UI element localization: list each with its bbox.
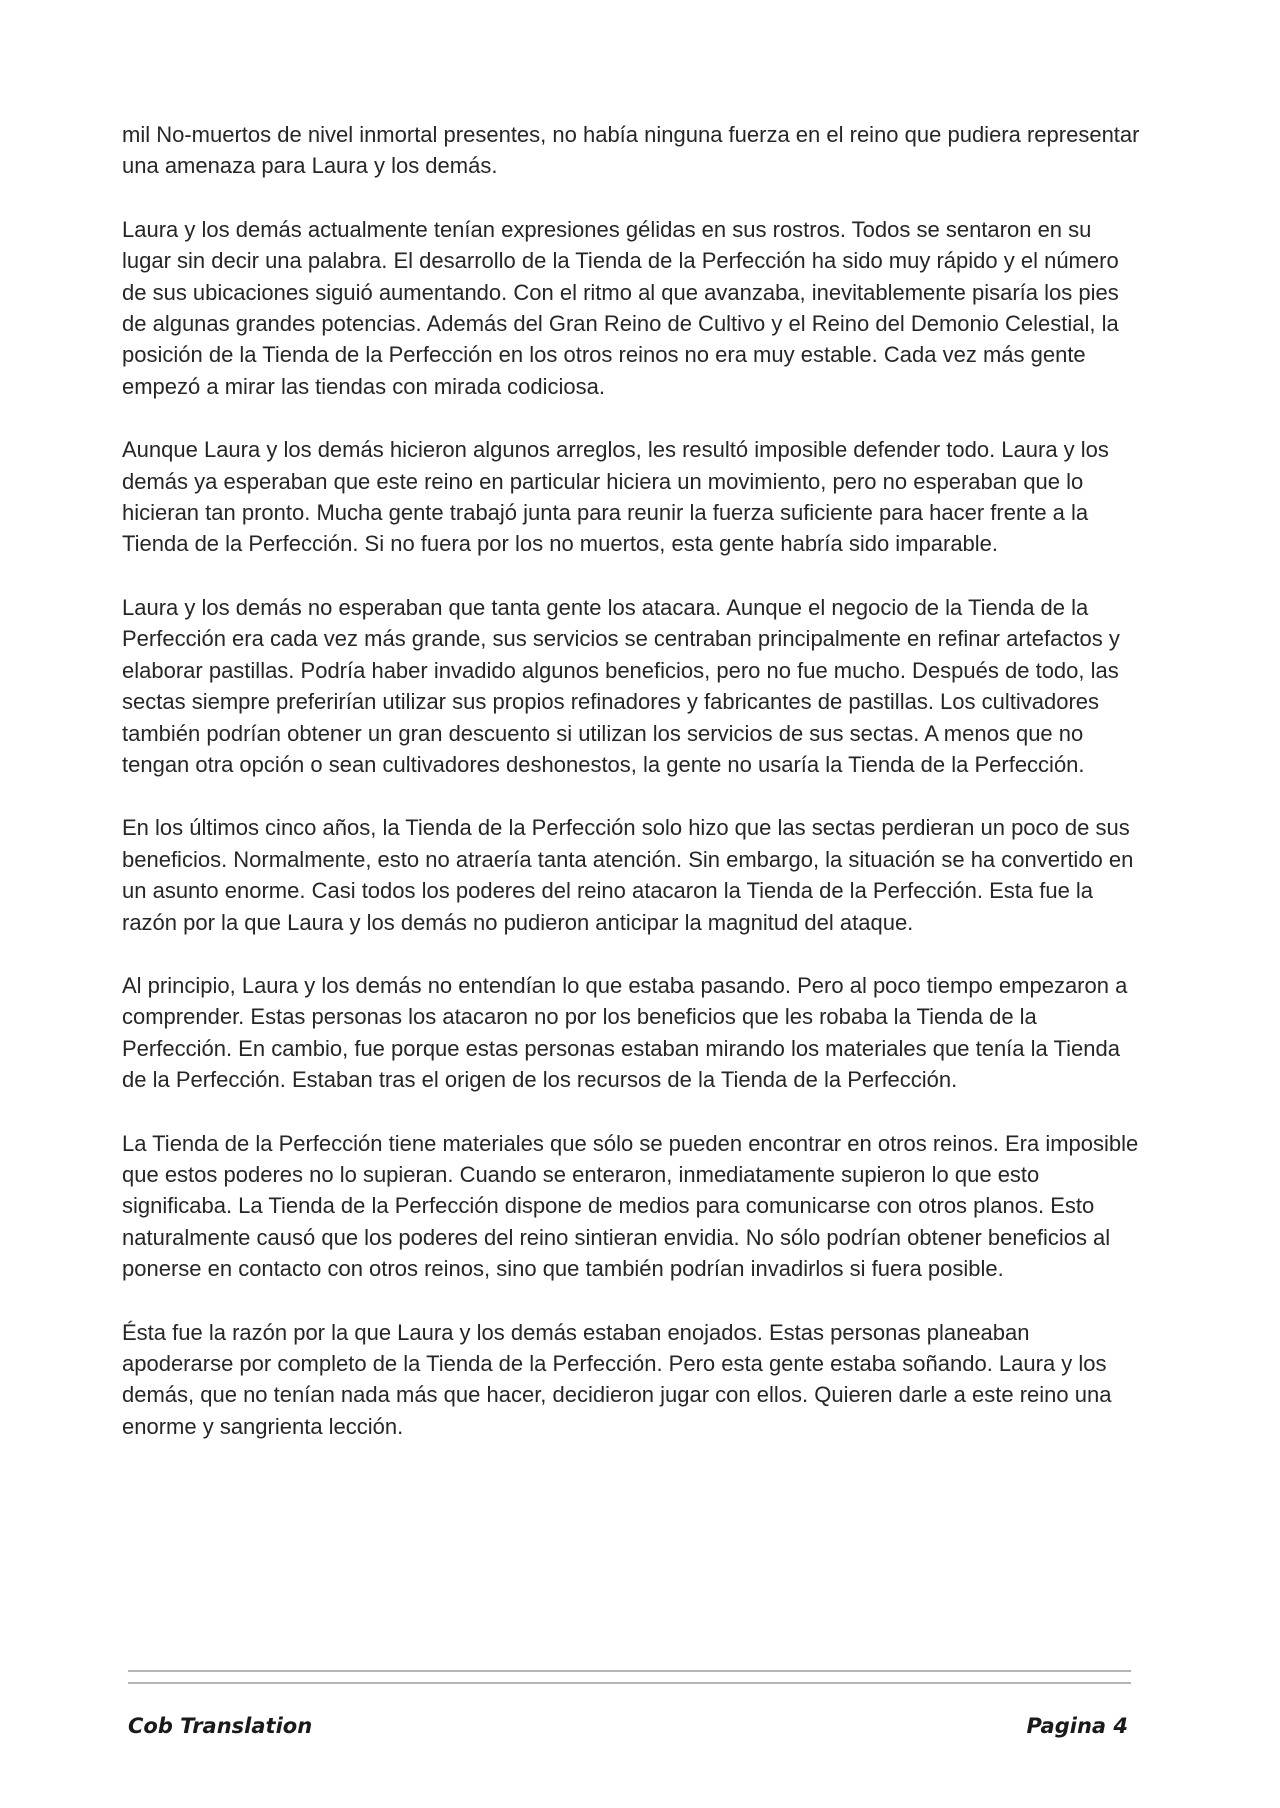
footer-credit: Cob Translation xyxy=(128,1714,313,1738)
paragraph-7: La Tienda de la Perfección tiene materiales que sólo se pueden encontrar en otros reinos. Era imposible que estos poderes no lo supieran. Cuando se enteraron, inmediatamente supieron lo que esto significaba. La Tienda de la Perfección dispone de medios para comunicarse con otros planos. Esto naturalmente causó que los poderes del reino sintieran envidia. No sólo podrían obtener beneficios al ponerse en contacto con otros reinos, sino que también podrían invadirlos si fuera posible. xyxy=(122,1130,1139,1282)
paragraph-2: Laura y los demás actualmente tenían expresiones gélidas en sus rostros. Todos se sentaron en su lugar sin decir una palabra. El desarrollo de la Tienda de la Perfección ha sido muy rápido y el número de sus ubicaciones siguió aumentando. Con el ritmo al que avanzaba, inevitablemente pisaría los pies de algunas grandes potencias. Además del Gran Reino de Cultivo y el Reino del Demonio Celestial, la posición de la Tienda de la Perfección en los otros reinos no era muy estable. Cada vez más gente empezó a mirar las tiendas con mirada codiciosa. xyxy=(122,216,1119,399)
paragraph-3: Aunque Laura y los demás hicieron algunos arreglos, les resultó imposible defender todo. Laura y los demás ya esperaban que este reino en particular hiciera un movimiento, pero no esperaban que lo hicieran tan pronto. Mucha gente trabajó junta para reunir la fuerza suficiente para hacer frente a la Tienda de la Perfección. Si no fuera por los no muertos, esta gente habría sido imparable. xyxy=(122,437,1109,557)
paragraph-5: En los últimos cinco años, la Tienda de la Perfección solo hizo que las sectas perdieran un poco de sus beneficios. Normalmente, esto no atraería tanta atención. Sin embargo, la situación se ha convertido en un asunto enorme. Casi todos los poderes del reino atacaron la Tienda de la Perfección. Esta fue la razón por la que Laura y los demás no pudieron anticipar la magnitud del ataque. xyxy=(122,815,1134,935)
paragraph-6: Al principio, Laura y los demás no entendían lo que estaba pasando. Pero al poco tiempo empezaron a comprender. Estas personas los atacaron no por los beneficios que les robaba la Tienda de la Perfección. En cambio, fue porque estas personas estaban mirando los materiales que tenía la Tienda de la Perfección. Estaban tras el origen de los recursos de la Tienda de la Perfección. xyxy=(122,972,1128,1093)
paragraph-1: mil No-muertos de nivel inmortal presentes, no había ninguna fuerza en el reino que pudiera representar una amenaza para Laura y los demás. xyxy=(122,122,1140,179)
document-body xyxy=(122,119,1142,1474)
footer-divider-bottom xyxy=(128,1682,1131,1684)
footer-page-number: Pagina 4 xyxy=(1026,1714,1128,1738)
paragraph-8: Ésta fue la razón por la que Laura y los demás estaban enojados. Estas personas planeaban apoderarse por completo de la Tienda de la Perfección. Pero esta gente estaba soñando. Laura y los demás, que no tenían nada más que hacer, decidieron jugar con ellos. Quieren darle a este reino una enorme y sangrienta lección. xyxy=(122,1319,1112,1439)
footer-divider-top xyxy=(128,1670,1131,1672)
paragraph-4: Laura y los demás no esperaban que tanta gente los atacara. Aunque el negocio de la Tienda de la Perfección era cada vez más grande, sus servicios se centraban principalmente en refinar artefactos y elaborar pastillas. Podría haber invadido algunos beneficios, pero no fue mucho. Después de todo, las sectas siempre preferirían utilizar sus propios refinadores y fabricantes de pastillas. Los cultivadores también podrían obtener un gran descuento si utilizan los servicios de sus sectas. A menos que no tengan otra opción o sean cultivadores deshonestos, la gente no usaría la Tienda de la Perfección. xyxy=(122,594,1120,777)
